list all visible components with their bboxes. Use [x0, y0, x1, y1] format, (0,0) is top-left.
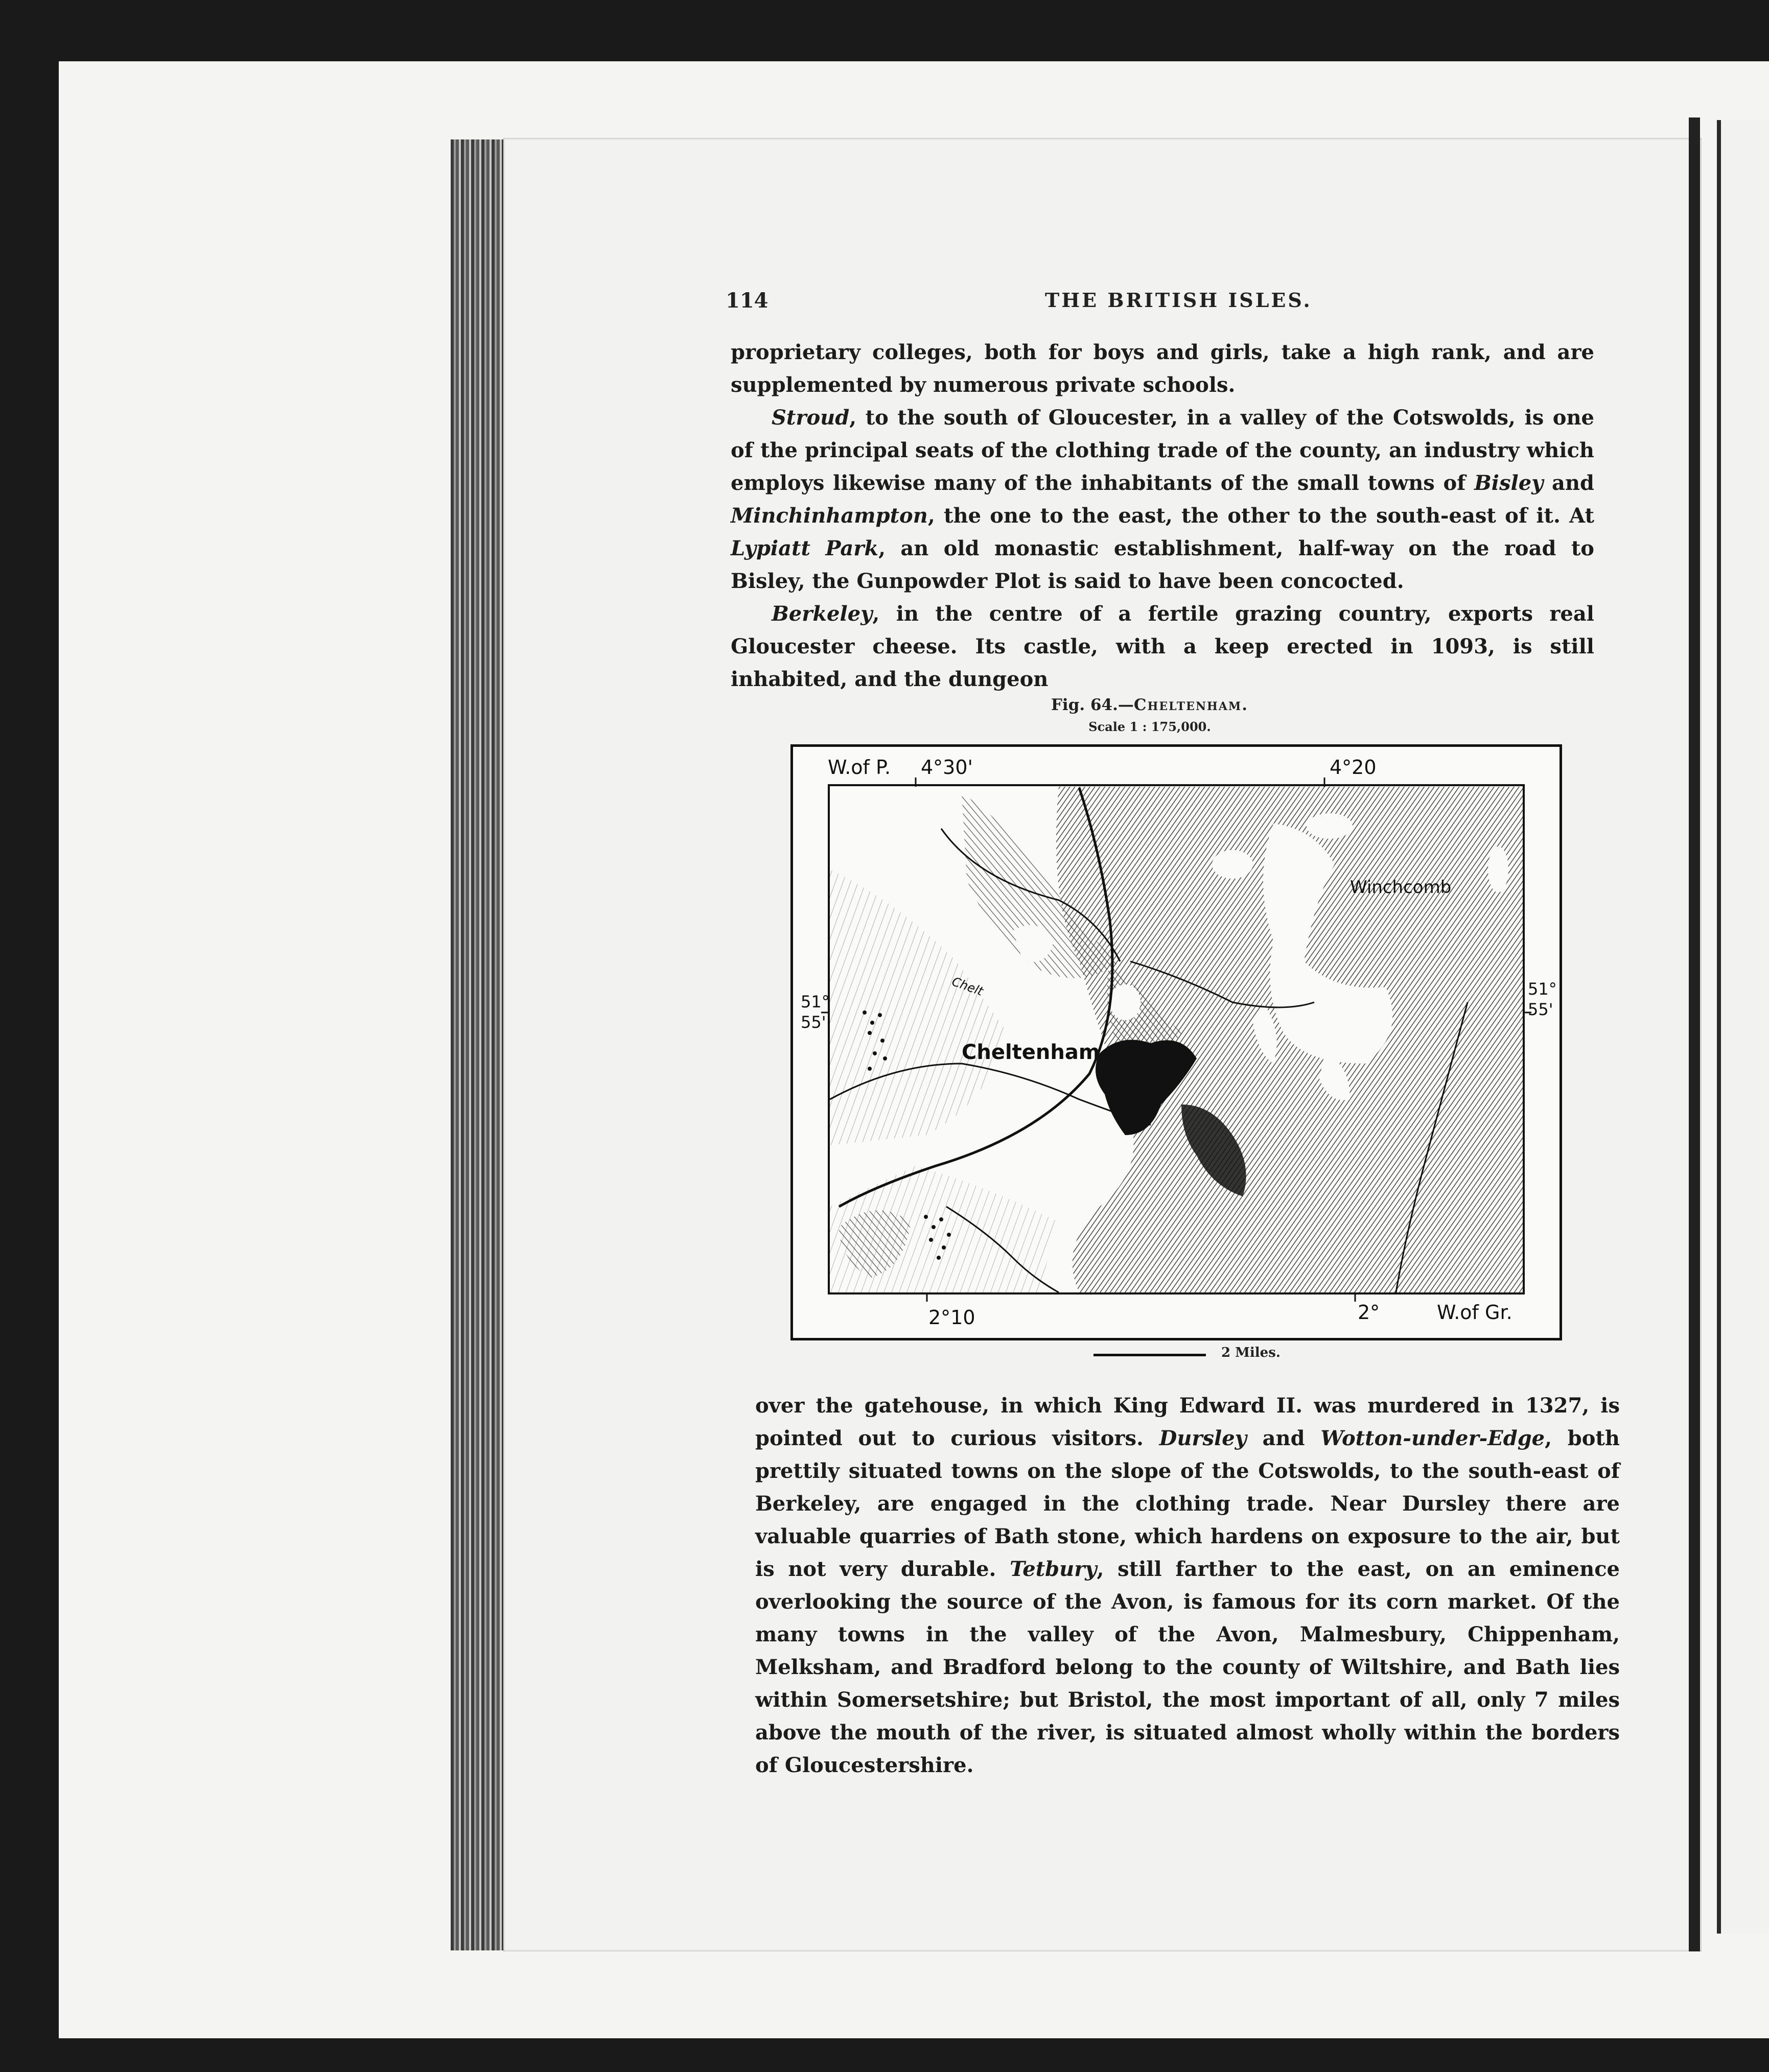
paragraph: Berkeley, in the centre of a fertile grazing country, exports real Gloucester cheese. Its castle, with a keep erected in 1093, is still inhabited, and the dungeon — [731, 602, 1594, 691]
map-label-w-of-gr: W.of Gr. — [1437, 1301, 1512, 1324]
page-number: 114 — [726, 289, 769, 313]
map-label-latitude: 51° — [1528, 979, 1557, 999]
place-name: Dursley — [1159, 1426, 1247, 1450]
map-label-latitude: 55' — [1528, 1000, 1553, 1019]
map-label-longitude: 2°10 — [928, 1306, 975, 1329]
map-label-latitude: 51° — [801, 992, 830, 1011]
figure-scale: Scale 1 : 175,000. — [1088, 719, 1211, 734]
place-name: Stroud — [772, 406, 850, 430]
place-name: Tetbury — [1010, 1557, 1097, 1581]
paragraph: proprietary colleges, both for boys and girls, take a high rank, and are supplemented by numerous private schools. — [731, 340, 1594, 397]
map-label-river: Chelt — [950, 974, 985, 999]
page-header — [726, 289, 1620, 319]
place-name: Wotton-under-Edge — [1320, 1426, 1545, 1450]
map-label-longitude: 4°30' — [921, 756, 973, 779]
figure-caption: Fig. 64.—Cheltenham. — [1051, 696, 1249, 714]
facing-page-edge — [1717, 120, 1769, 1934]
map-label-latitude: 55' — [801, 1013, 826, 1032]
place-name: Minchinhampton — [731, 504, 928, 528]
book-page-edges — [451, 139, 512, 1950]
place-name: Bisley — [1474, 471, 1544, 495]
scale-bar-label: 2 Miles. — [1221, 1345, 1281, 1360]
paragraph: Stroud, to the south of Gloucester, in a valley of the Cotswolds, is one of the principal seats of the clothing trade of the county, an industry which employs likewise many of the inhabitants of the small towns of Bisley and Minchinhampton, the one to the east, the other to the south-east of it. At Lypiatt Park, an old monastic establishment, half-way on the road to Bisley, the Gunpowder Plot is said to have been concocted. — [731, 406, 1594, 593]
map-label-town-winchcomb: Winchcomb — [1350, 877, 1452, 898]
map-label-longitude: 4°20 — [1330, 756, 1377, 779]
cheltenham-map — [790, 744, 1562, 1340]
scale-bar — [1093, 1354, 1206, 1356]
map-label-longitude: 2° — [1358, 1301, 1380, 1324]
place-name: Berkeley — [772, 602, 873, 626]
text-block-bottom — [755, 1390, 1620, 1782]
place-name: Lypiatt Park — [731, 536, 879, 560]
map-label-town-cheltenham: Cheltenham — [962, 1041, 1100, 1064]
map-drawing — [793, 747, 1559, 1338]
running-title: THE BRITISH ISLES. — [1045, 289, 1312, 312]
map-label-w-of-p: W.of P. — [828, 756, 891, 779]
paragraph: over the gatehouse, in which King Edward II. was murdered in 1327, is pointed out to curious visitors. Dursley and Wotton-under-Edge, both prettily situated towns on the slope of the Cotswolds, to the south-east of Berkeley, are engaged in the clothing trade. Near Dursley there are valuable quarries of Bath stone, which hardens on exposure to the air, but is not very durable. Tetbury, still farther to the east, on an eminence overlooking the source of the Avon, is famous for its corn market. Of the many towns in the valley of the Avon, Malmesbury, Chippenham, Melksham, and Bradford belong to the county of Wiltshire, and Bath lies within Somersetshire; but Bristol, the most important of all, only 7 miles above the mouth of the river, is situated almost wholly within the borders of Gloucestershire. — [755, 1394, 1620, 1777]
page-gutter — [1689, 117, 1700, 1951]
text-block-top — [731, 336, 1594, 696]
